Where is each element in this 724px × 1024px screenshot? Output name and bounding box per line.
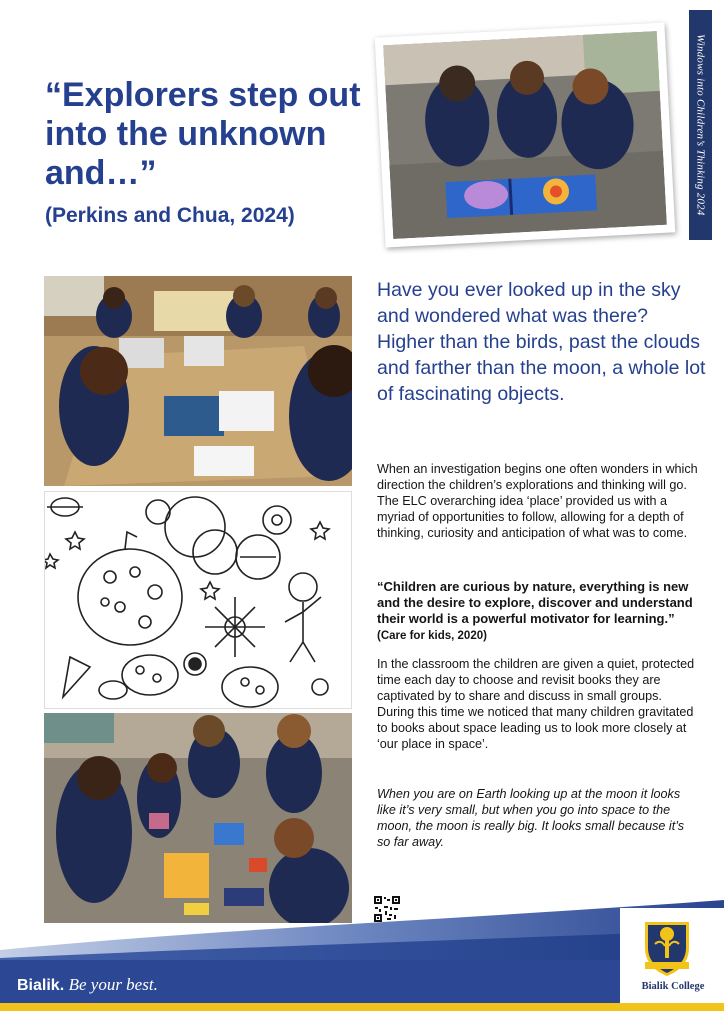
brand-name: Bialik. [17,977,65,994]
photo-children-puzzle-image [44,713,352,923]
pull-quote [377,579,699,644]
series-tab-label: Windows into Children’s Thinking 2024 [694,34,707,216]
photo-children-reading-book-image [383,31,667,239]
page-title: “Explorers step out into the unknown and…” [45,76,361,192]
brand-tagline: Be your best. [68,975,158,994]
series-tab [689,10,712,240]
footer-yellow-bar [0,1003,724,1011]
lead-paragraph: Have you ever looked up in the sky and wondered what was there? Higher than the birds, past the clouds and farther than the moon, a whole lot of fascinating objects. [377,279,706,405]
pull-quote-text: “Children are curious by nature, everything is new and the desire to explore, discover and understand their world is a powerful motivator for learning.” [377,579,693,626]
photo-children-puzzle-on-floor [44,713,352,923]
footer-brand [17,975,158,995]
child-quote: When you are on Earth looking up at the moon it looks like it’s very small, but when you go into space to the moon, the moon is really big. It looks small because it’s so far away. [377,787,685,849]
pull-quote-citation: (Care for kids, 2020) [377,630,487,642]
photo-children-drawing-image [44,276,352,486]
page-subtitle: (Perkins and Chua, 2024) [45,204,295,227]
college-name: Bialik College [641,981,705,992]
classroom-paragraph: In the classroom the children are given a quiet, protected time each day to choose and revisit books they are captivated by to share and discuss in small groups. During this time we noticed that many children gravitated to books about space leading us to look more closely at ‘our place in space’. [377,657,695,751]
intro-paragraph: When an investigation begins one often wonders in which direction the children’s explorations and thinking will go. The ELC overarching idea ‘place’ provided us with a myriad of opportunities to follow, allowing for a depth of thinking, curiosity and anticipation of what was to come. [377,462,698,540]
photo-children-drawing-at-table [44,276,352,486]
space-drawing-image [45,492,351,708]
college-crest-icon [641,918,693,978]
photo-children-reading-book [375,23,676,248]
children-space-drawing [44,491,352,709]
